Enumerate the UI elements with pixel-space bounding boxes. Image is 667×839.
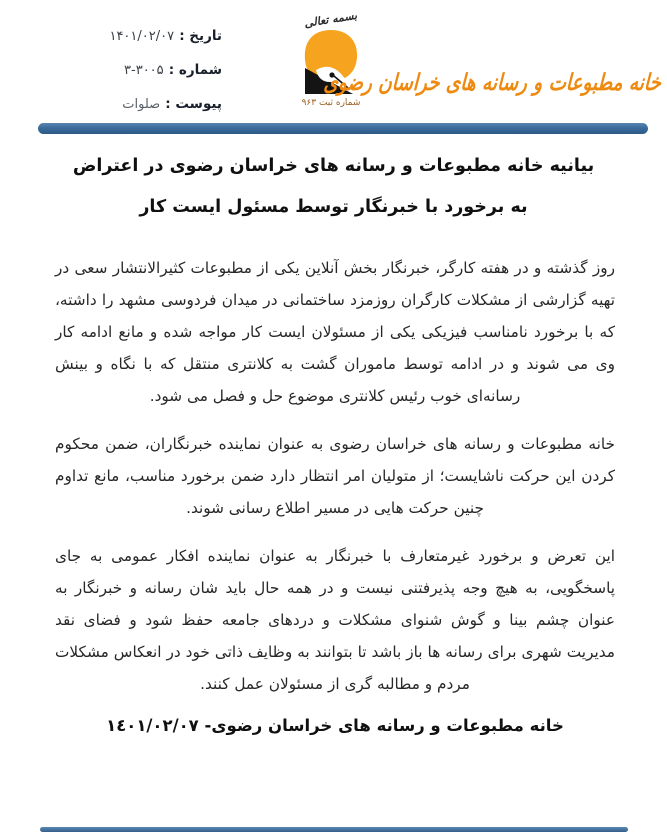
attachment-value: صلوات bbox=[122, 97, 161, 112]
meta-row-date bbox=[58, 24, 222, 58]
bismillah-text: بسمه تعالی bbox=[303, 8, 359, 31]
signature-line bbox=[55, 716, 615, 735]
header-divider bbox=[38, 123, 648, 134]
footer-rule bbox=[40, 827, 628, 832]
paragraph: روز گذشته و در هفته کارگر، خبرنگار بخش آنلاین یکی از مطبوعات کثیرالانتشار سعی در تهیه گزارشی از مشکلات کارگران روزمزد ساختمانی در میدان فردوسی مشهد را داشته، که با برخورد نامناسب فیزیکی یکی از مسئولان ایست کار مواجه شده و مانع ادامه کار وی می شوند و در ادامه توسط ماموران گشت به کلانتری منتقل که با نگاه و بینش رسانه‌ای خوب رئیس کلانتری موضوع حل و فصل می شود. bbox=[55, 259, 615, 405]
signature-date: ۱٤۰۱/۰۲/۰۷ bbox=[106, 716, 199, 735]
registration-number: شماره ثبت ۹۶۳ bbox=[301, 98, 361, 108]
meta-row-number bbox=[58, 58, 222, 92]
meta-block bbox=[58, 24, 222, 126]
number-value: ۳-۳۰۰۵ bbox=[124, 63, 164, 78]
number-label: شماره : bbox=[168, 62, 222, 78]
org-calligraphy: خانه مطبوعات و رسانه های خراسان رضوی bbox=[322, 70, 662, 96]
date-value: ۱۴۰۱/۰۲/۰۷ bbox=[109, 29, 175, 44]
statement-title bbox=[40, 146, 627, 228]
paragraph: این تعرض و برخورد غیرمتعارف با خبرنگار به عنوان نماینده افکار عمومی به جای پاسخگویی، به هیچ وجه پذیرفتنی نیست و در همه حال باید شان رسانه و خبرنگار به عنوان چشم بینا و گوش شنوای مشکلات و دردهای جامعه حفظ شود و فضای نقد مدیریت شهری برای رسانه ها باز باشد تا بتوانند به وظایف ذاتی خود در انعکاس مشکلات مردم و مطالبه گری از مسئولان عمل کنند. bbox=[55, 547, 615, 693]
statement-body bbox=[55, 252, 615, 735]
title-line-2: به برخورد با خبرنگار توسط مسئول ایست کار bbox=[139, 197, 528, 217]
date-label: تاریخ : bbox=[179, 28, 222, 44]
paragraph: خانه مطبوعات و رسانه های خراسان رضوی به عنوان نماینده خبرنگاران، ضمن محکوم کردن این حرکت ناشایست؛ از متولیان امر انتظار دارد ضمن برخورد مناسب، مانع تداوم چنین حرکت هایی در مسیر اطلاع رسانی شوند. bbox=[55, 435, 615, 517]
attachment-label: پیوست : bbox=[165, 96, 222, 112]
signature-name: خانه مطبوعات و رسانه های خراسان رضوی- bbox=[204, 716, 564, 735]
meta-row-attachment bbox=[58, 92, 222, 126]
title-line-1: بیانیه خانه مطبوعات و رسانه های خراسان رضوی در اعتراض bbox=[72, 156, 595, 176]
